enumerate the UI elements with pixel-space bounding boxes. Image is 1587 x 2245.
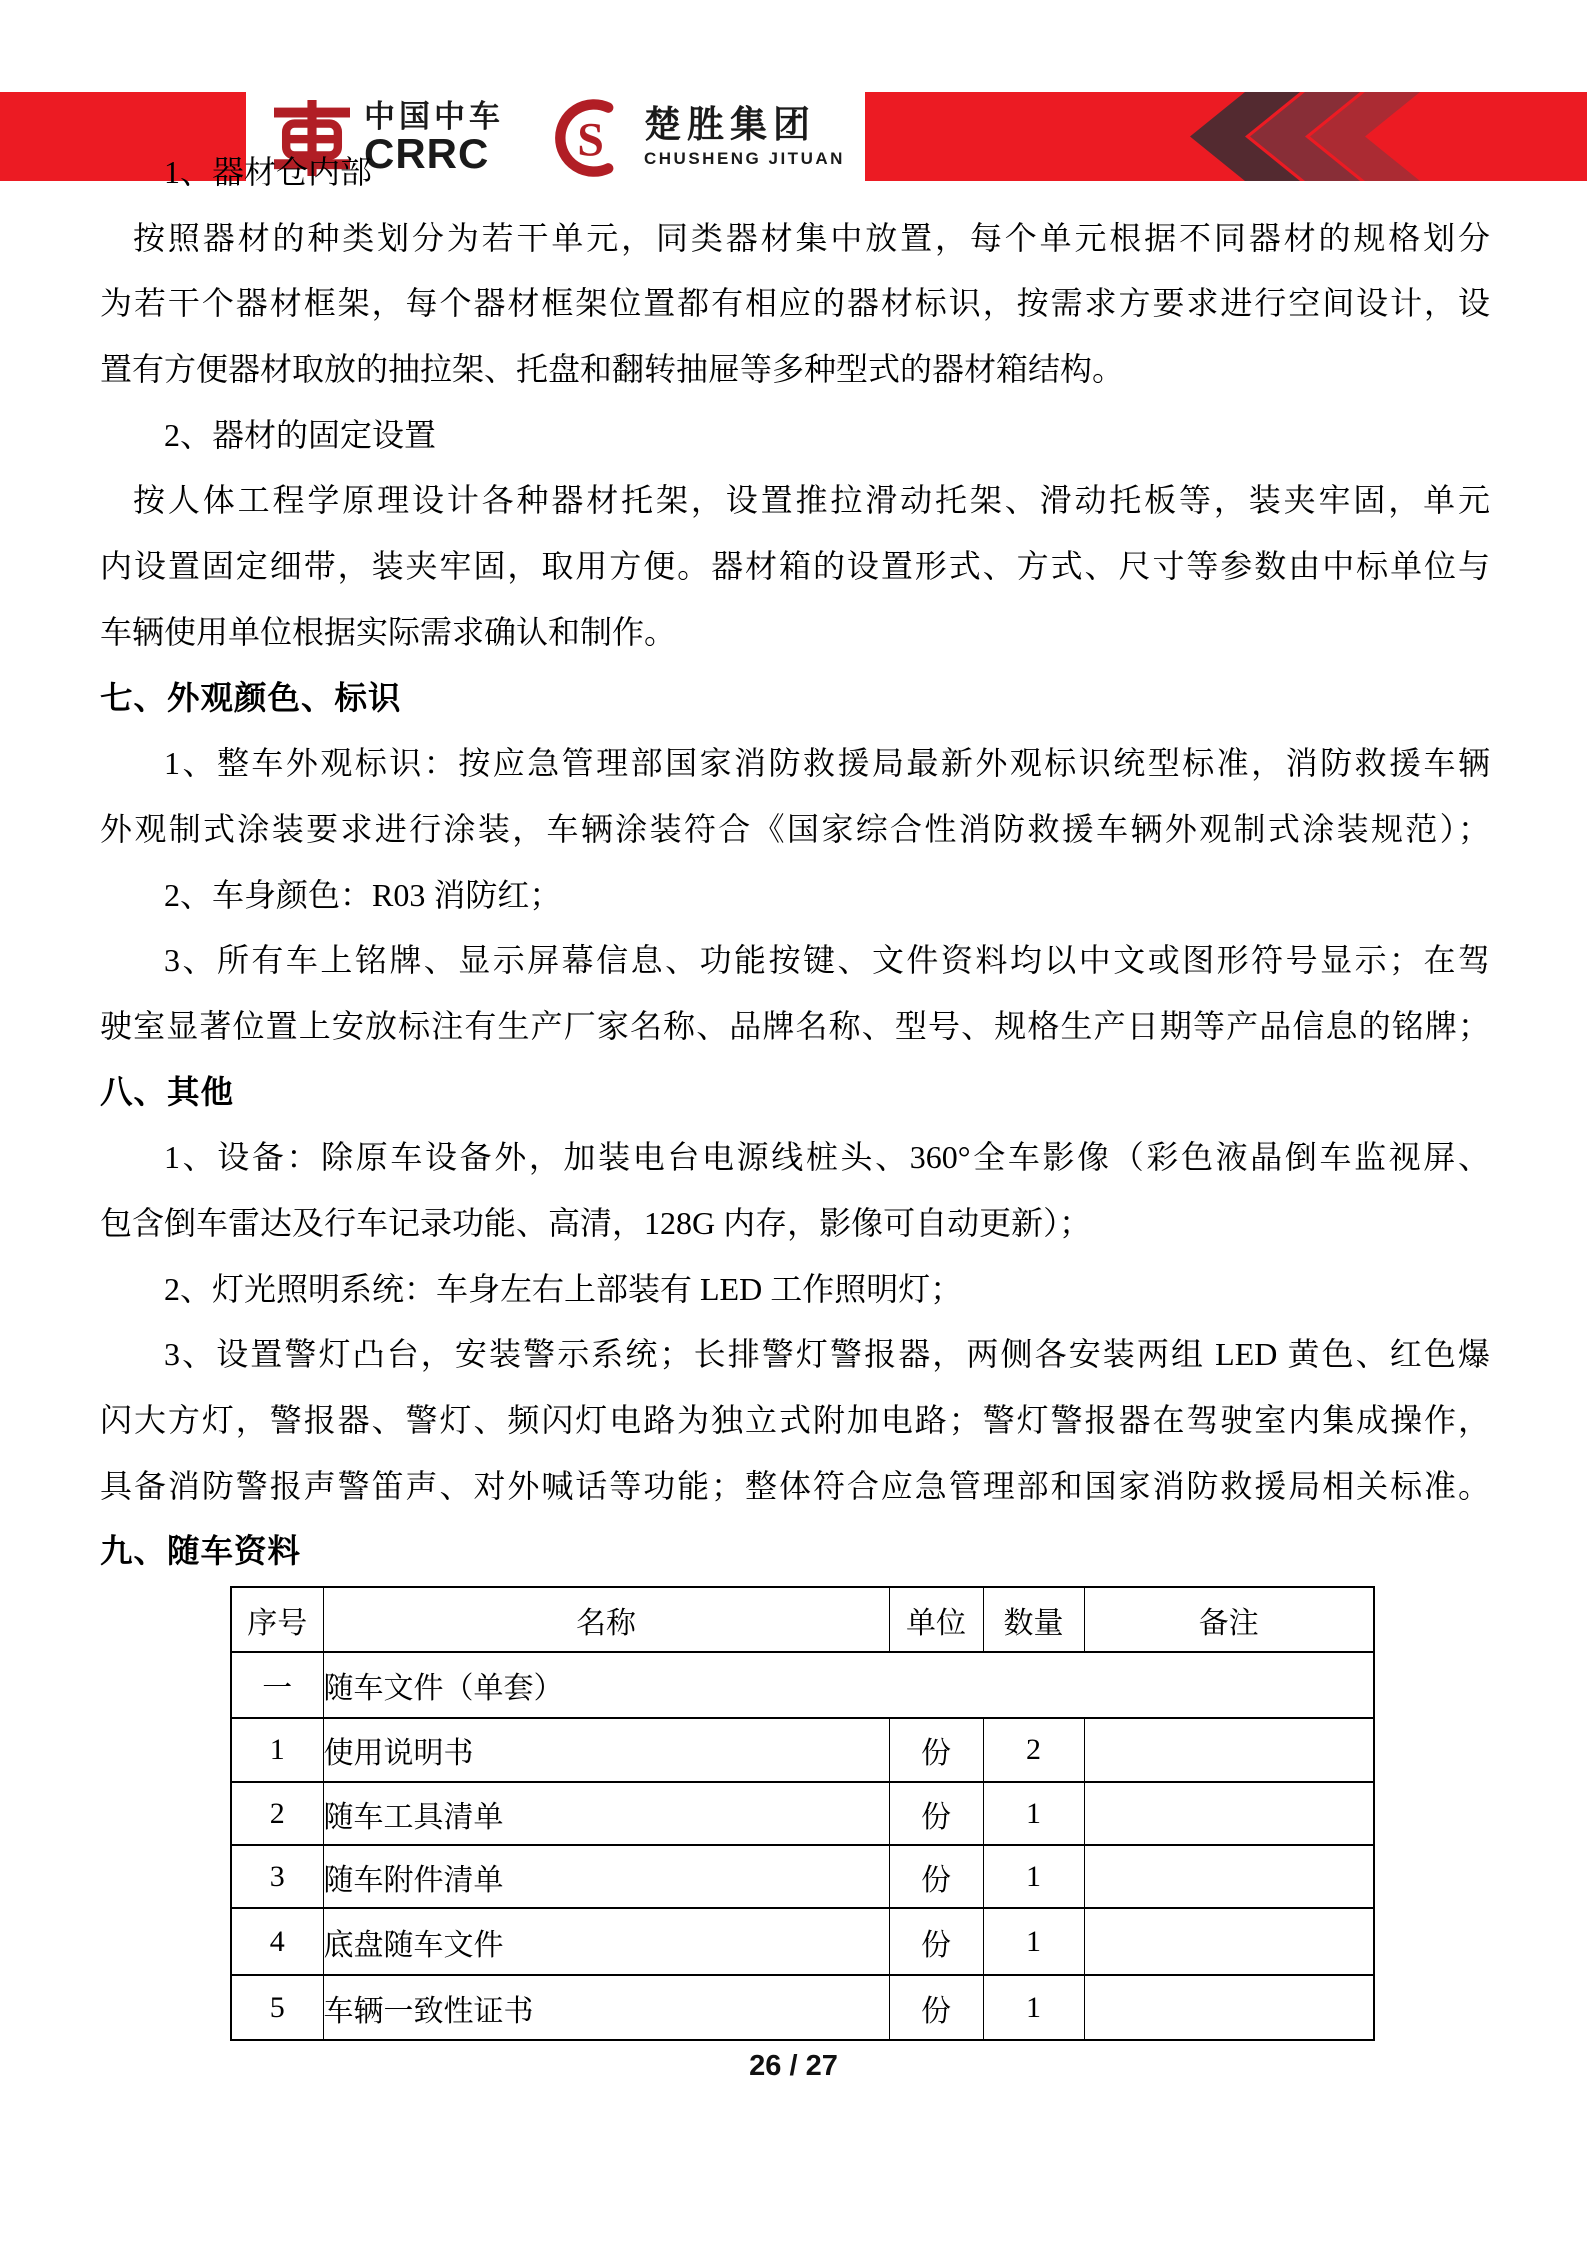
crrc-logo-text-cn: 中国中车 bbox=[364, 99, 504, 134]
text-line: 外观制式涂装要求进行涂装，车辆涂装符合《国家综合性消防救援车辆外观制式涂装规范）； bbox=[100, 810, 1490, 847]
cell-note bbox=[1084, 1908, 1374, 1975]
cell-note bbox=[1084, 1975, 1374, 2040]
text-line: 具备消防警报声警笛声、对外喊话等功能；整体符合应急管理部和国家消防救援局相关标准。 bbox=[100, 1467, 1490, 1504]
table-row bbox=[231, 1845, 1374, 1908]
cell-name: 随车附件清单 bbox=[323, 1845, 889, 1908]
cell-qty: 1 bbox=[983, 1845, 1084, 1908]
cell-name: 车辆一致性证书 bbox=[323, 1975, 889, 2040]
cell-unit: 份 bbox=[889, 1975, 983, 2040]
text-line: 2、灯光照明系统：车身左右上部装有 LED 工作照明灯； bbox=[164, 1270, 963, 1307]
col-header-qty: 数量 bbox=[983, 1587, 1084, 1652]
cell-name: 使用说明书 bbox=[323, 1718, 889, 1782]
text-line: 2、车身颜色：R03 消防红； bbox=[164, 876, 562, 913]
cell-name: 底盘随车文件 bbox=[323, 1908, 889, 1975]
document-body bbox=[100, 140, 1490, 1585]
cell-unit: 份 bbox=[889, 1845, 983, 1908]
cell-no: 1 bbox=[231, 1718, 323, 1782]
cell-name: 随车工具清单 bbox=[323, 1782, 889, 1845]
cell-qty: 1 bbox=[983, 1782, 1084, 1845]
section-heading: 七、外观颜色、标识 bbox=[100, 679, 402, 716]
cell-qty: 1 bbox=[983, 1908, 1084, 1975]
chusheng-logo-text-en: CHUSHENG JITUAN bbox=[644, 149, 845, 168]
cell-no: 3 bbox=[231, 1845, 323, 1908]
page-number: 26 / 27 bbox=[749, 2050, 838, 2082]
text-line: 置有方便器材取放的抽拉架、托盘和翻转抽屉等多种型式的器材箱结构。 bbox=[100, 351, 1125, 388]
text-line: 1、器材仓内部 bbox=[164, 154, 373, 190]
col-header-name: 名称 bbox=[323, 1587, 889, 1652]
col-header-no: 序号 bbox=[231, 1587, 323, 1652]
table-row bbox=[231, 1718, 1374, 1782]
section-title: 随车文件（单套） bbox=[323, 1652, 1374, 1718]
section-heading: 八、其他 bbox=[100, 1073, 235, 1110]
crrc-logo-text-en: CRRC bbox=[364, 130, 490, 177]
text-line: 3、设置警灯凸台，安装警示系统；长排警灯警报器，两侧各安装两组 LED 黄色、红色爆 bbox=[164, 1336, 1490, 1373]
cell-no: 2 bbox=[231, 1782, 323, 1845]
svg-text:S: S bbox=[577, 113, 604, 167]
text-line: 内设置固定细带，装夹牢固，取用方便。器材箱的设置形式、方式、尺寸等参数由中标单位与 bbox=[100, 548, 1490, 585]
cell-unit: 份 bbox=[889, 1908, 983, 1975]
cell-unit: 份 bbox=[889, 1718, 983, 1782]
cell-note bbox=[1084, 1718, 1374, 1782]
text-line: 为若干个器材框架，每个器材框架位置都有相应的器材标识，按需求方要求进行空间设计，设 bbox=[100, 285, 1490, 322]
text-line: 1、设备：除原车设备外，加装电台电源线桩头、360°全车影像（彩色液晶倒车监视屏、 bbox=[164, 1139, 1490, 1176]
chusheng-logo-text-cn: 楚胜集团 bbox=[644, 104, 816, 145]
text-line: 3、所有车上铭牌、显示屏幕信息、功能按键、文件资料均以中文或图形符号显示；在驾 bbox=[164, 942, 1490, 979]
cell-qty: 2 bbox=[983, 1718, 1084, 1782]
text-line: 包含倒车雷达及行车记录功能、高清，128G 内存，影像可自动更新）； bbox=[100, 1205, 1092, 1241]
cell-note bbox=[1084, 1845, 1374, 1908]
text-line: 车辆使用单位根据实际需求确认和制作。 bbox=[100, 613, 677, 650]
text-line: 按照器材的种类划分为若干单元，同类器材集中放置，每个单元根据不同器材的规格划分 bbox=[133, 219, 1490, 256]
cell-no: 5 bbox=[231, 1975, 323, 2040]
cell-qty: 1 bbox=[983, 1975, 1084, 2040]
text-line: 闪大方灯，警报器、警灯、频闪灯电路为独立式附加电路；警灯警报器在驾驶室内集成操作， bbox=[100, 1402, 1490, 1439]
section-no: 一 bbox=[231, 1652, 323, 1718]
accessories-table bbox=[230, 1586, 1375, 2041]
table-row bbox=[231, 1782, 1374, 1845]
text-line: 2、器材的固定设置 bbox=[164, 416, 437, 453]
col-header-note: 备注 bbox=[1084, 1587, 1374, 1652]
cell-unit: 份 bbox=[889, 1782, 983, 1845]
text-line: 按人体工程学原理设计各种器材托架，设置推拉滑动托架、滑动托板等，装夹牢固，单元 bbox=[133, 482, 1490, 519]
text-line: 1、整车外观标识：按应急管理部国家消防救援局最新外观标识统型标准，消防救援车辆 bbox=[164, 745, 1490, 782]
table-header-row bbox=[231, 1587, 1374, 1652]
section-heading: 九、随车资料 bbox=[100, 1533, 302, 1570]
col-header-unit: 单位 bbox=[889, 1587, 983, 1652]
cell-no: 4 bbox=[231, 1908, 323, 1975]
table-row bbox=[231, 1908, 1374, 1975]
text-line: 驶室显著位置上安放标注有生产厂家名称、品牌名称、型号、规格生产日期等产品信息的铭牌； bbox=[100, 1007, 1490, 1044]
table-row bbox=[231, 1975, 1374, 2040]
cell-note bbox=[1084, 1782, 1374, 1845]
table-section-row bbox=[231, 1652, 1374, 1718]
